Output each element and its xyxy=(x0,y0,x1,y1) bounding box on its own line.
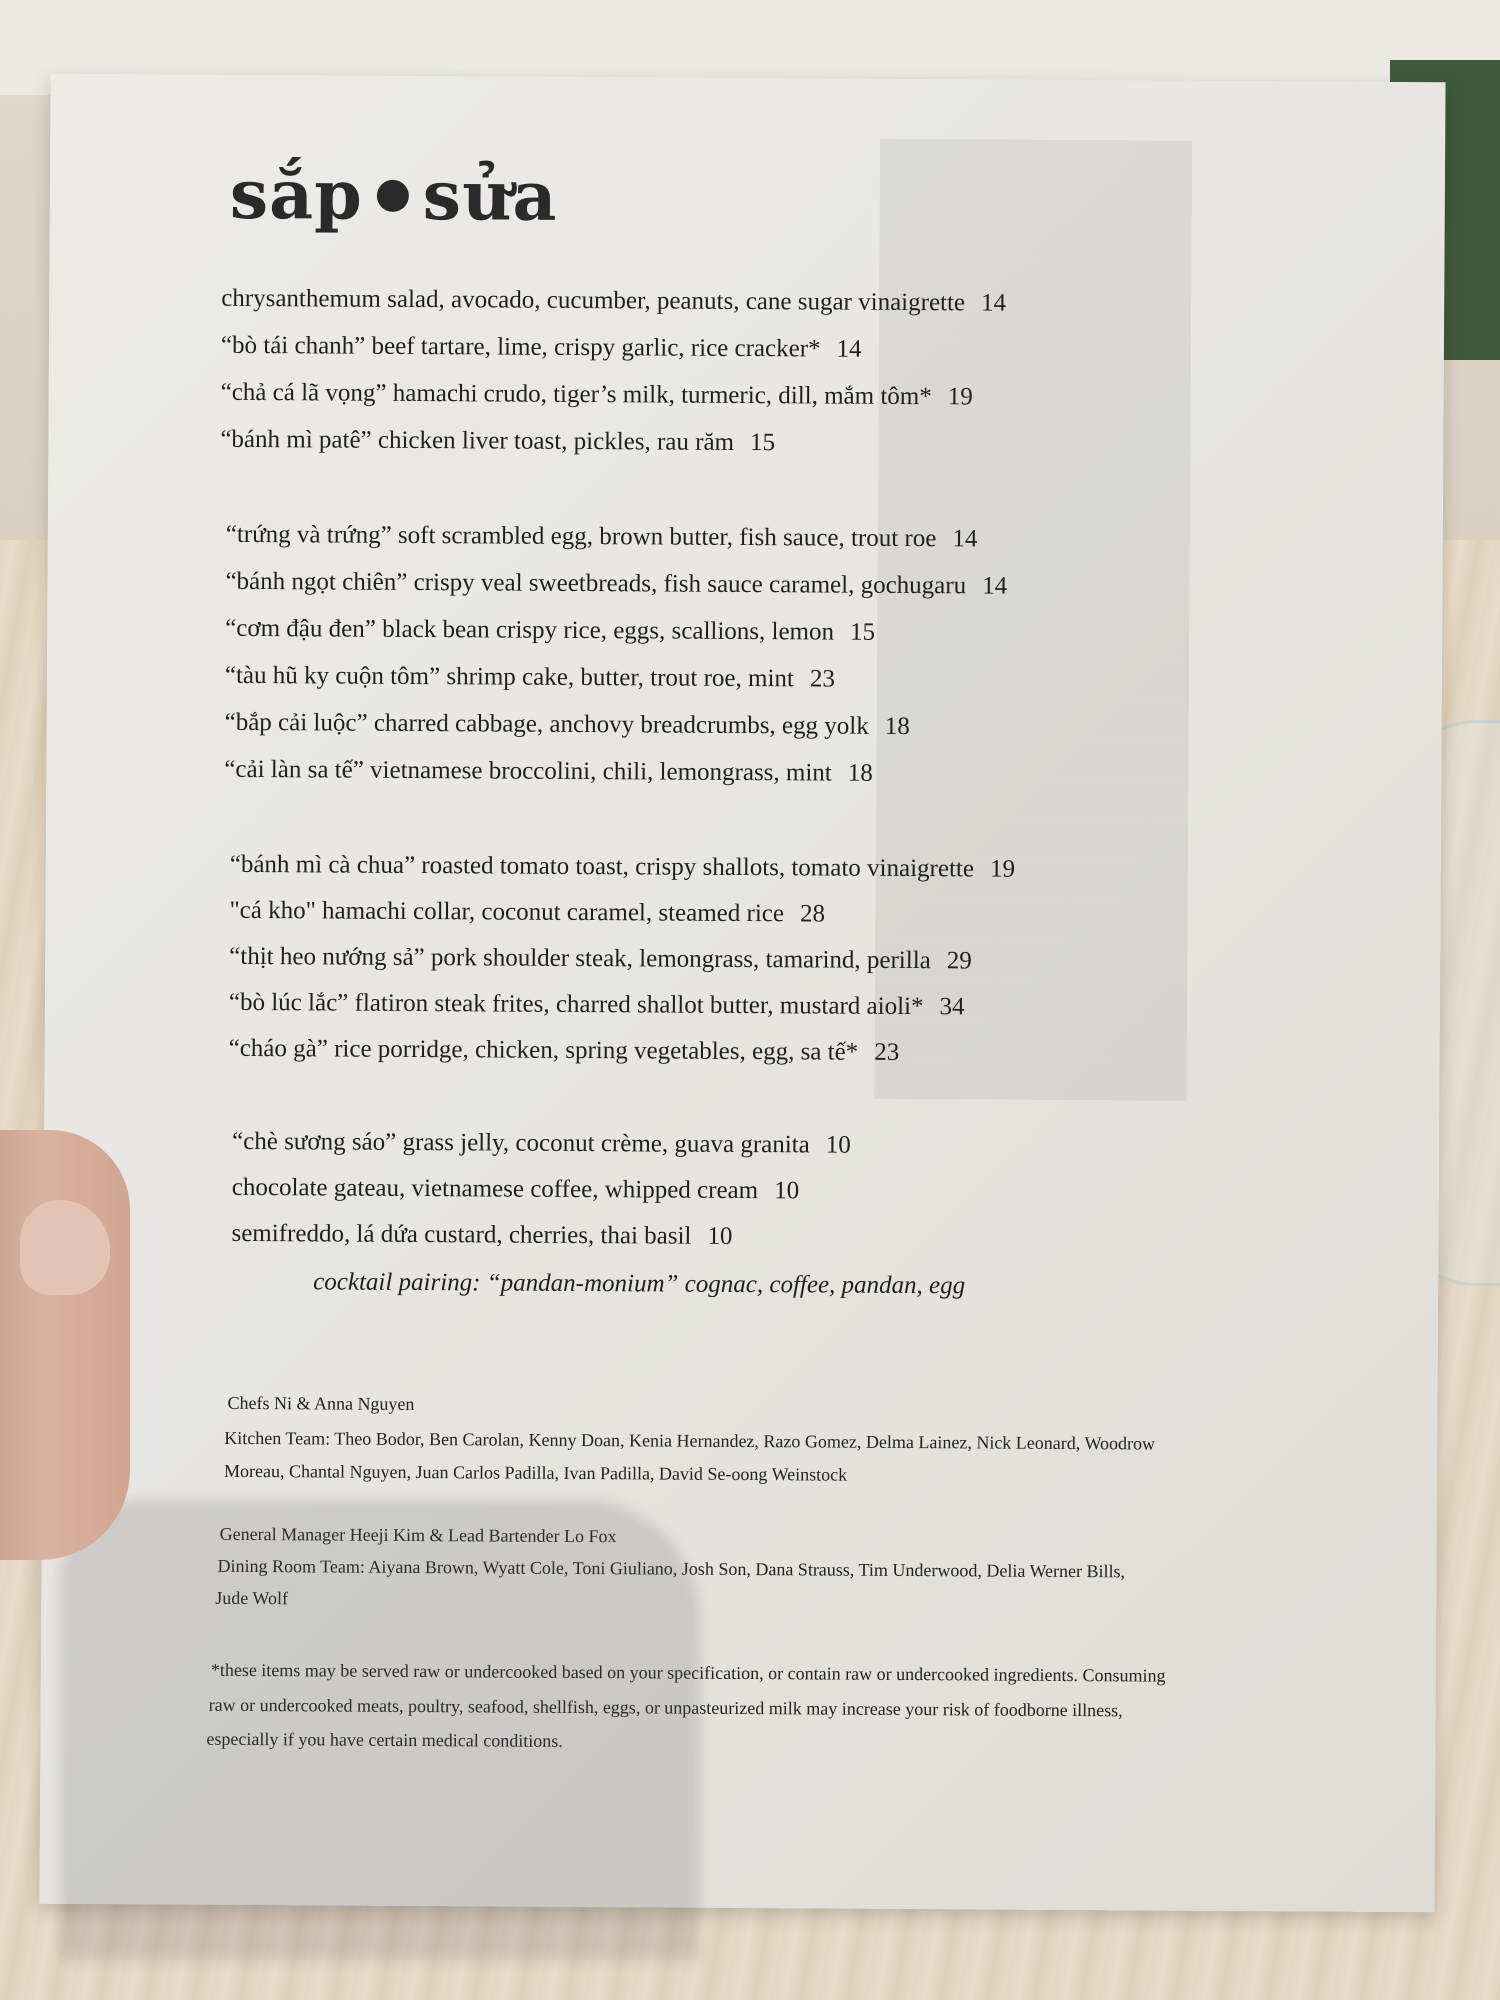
chefs-credit: Chefs Ni & Anna Nguyen xyxy=(227,1392,415,1415)
menu-item-price: 18 xyxy=(884,712,910,741)
menu-item-price: 14 xyxy=(980,289,1007,317)
menu-item-name: “chả cá lã vọng” hamachi crudo, tiger’s milk, turmeric, dill, mắm tôm* xyxy=(220,378,932,411)
menu-item-price: 14 xyxy=(982,572,1008,600)
menu-item xyxy=(231,1220,732,1251)
logo-dot-icon xyxy=(377,180,409,212)
menu-item-price: 19 xyxy=(947,383,973,411)
menu-item-name: “bò lúc lắc” flatiron steak frites, charred shallot butter, mustard aioli* xyxy=(228,988,924,1021)
menu-item-price: 19 xyxy=(989,855,1016,883)
menu-item-name: “thịt heo nướng sả” pork shoulder steak, lemongrass, tamarind, perilla xyxy=(229,942,931,975)
menu-item xyxy=(229,943,972,976)
menu-item-name: “cháo gà” rice porridge, chicken, spring vegetables, egg, sa tế* xyxy=(228,1034,859,1066)
menu-item-name: “trứng và trứng” soft scrambled egg, brown butter, fish sauce, trout roe xyxy=(225,520,937,553)
hand-holding-menu xyxy=(0,1130,130,1560)
raw-food-disclaimer-line: raw or undercooked meats, poultry, seafood, shellfish, eggs, or unpasteurized milk may increase your risk of foodborne illness, xyxy=(208,1694,1123,1721)
menu-item-price: 14 xyxy=(952,525,978,553)
cocktail-pairing: cocktail pairing: “pandan-monium” cognac, coffee, pandan, egg xyxy=(313,1268,966,1300)
menu-item-price: 29 xyxy=(946,947,972,975)
manager-credit: General Manager Heeji Kim & Lead Bartender Lo Fox xyxy=(219,1523,617,1547)
menu-item-name: semifreddo, lá dứa custard, cherries, thai basil xyxy=(231,1219,692,1250)
menu-item-price: 10 xyxy=(774,1177,800,1205)
menu-item xyxy=(226,521,978,554)
raw-food-disclaimer-line: *these items may be served raw or undercooked based on your specification, or contain raw or undercooked ingredients. Consuming xyxy=(210,1659,1166,1686)
reverse-side-bleed-through xyxy=(872,139,1400,1442)
kitchen-team-credit-cont: Moreau, Chantal Nguyen, Juan Carlos Padilla, Ivan Padilla, David Se-oong Weinstock xyxy=(224,1460,848,1485)
restaurant-logo xyxy=(230,155,558,237)
menu-item-name: “cải làn sa tế” vietnamese broccolini, chili, lemongrass, mint xyxy=(224,755,832,787)
menu-item-name: “bánh mì patê” chicken liver toast, pickles, rau răm xyxy=(220,425,735,456)
menu-item-name: "cá kho" hamachi collar, coconut caramel, steamed rice xyxy=(229,896,785,928)
menu-item xyxy=(225,615,875,647)
menu-item-price: 18 xyxy=(847,759,873,787)
menu-item-name: “bánh ngọt chiên” crispy veal sweetbreads, fish sauce caramel, gochugaru xyxy=(225,567,967,600)
menu-item-price: 15 xyxy=(749,429,776,457)
menu-item xyxy=(232,1174,800,1205)
menu-item-name: “chè sương sáo” grass jelly, coconut crème, guava granita xyxy=(232,1127,810,1159)
menu-item xyxy=(221,379,973,412)
menu-item xyxy=(229,897,825,929)
menu-item xyxy=(232,1128,851,1160)
menu-item xyxy=(221,285,1006,318)
logo-word-left: sắp xyxy=(229,154,363,236)
menu-item xyxy=(225,568,1007,601)
menu-item xyxy=(225,662,835,694)
kitchen-team-credit: Kitchen Team: Theo Bodor, Ben Carolan, Kenny Doan, Kenia Hernandez, Razo Gomez, Delma Lainez, Nick Leonard, Woodrow xyxy=(224,1427,1156,1454)
menu-item xyxy=(230,851,1015,884)
logo-word-right: sửa xyxy=(422,156,558,237)
menu-item xyxy=(220,426,775,457)
menu-item-name: chocolate gateau, vietnamese coffee, whipped cream xyxy=(231,1173,759,1205)
phone-shadow xyxy=(60,1500,700,1960)
menu-item-price: 14 xyxy=(836,335,862,363)
menu-item-price: 15 xyxy=(849,618,876,646)
menu-item xyxy=(229,989,965,1021)
menu-item xyxy=(229,1035,900,1067)
menu-item-name: “bò tái chanh” beef tartare, lime, crispy garlic, rice cracker* xyxy=(220,331,821,363)
menu-item-price: 10 xyxy=(825,1131,851,1159)
menu-item-price: 23 xyxy=(809,665,836,693)
menu-item-price: 34 xyxy=(939,993,965,1021)
menu-item-name: “tàu hũ ky cuộn tôm” shrimp cake, butter, trout roe, mint xyxy=(224,661,795,693)
menu-item xyxy=(225,709,910,741)
menu-item xyxy=(224,756,873,788)
dining-team-credit-cont: Jude Wolf xyxy=(215,1587,289,1609)
menu-item-name: chrysanthemum salad, avocado, cucumber, peanuts, cane sugar vinaigrette xyxy=(221,284,966,317)
menu-item-price: 23 xyxy=(874,1038,900,1066)
menu-item xyxy=(221,332,862,364)
dining-team-credit: Dining Room Team: Aiyana Brown, Wyatt Cole, Toni Giuliano, Josh Son, Dana Strauss, Tim Underwood, Delia Werner Bills, xyxy=(217,1555,1126,1582)
menu-item-price: 28 xyxy=(799,900,826,928)
menu-item-name: “cơm đậu đen” black bean crispy rice, eggs, scallions, lemon xyxy=(225,614,835,646)
raw-food-disclaimer-line: especially if you have certain medical conditions. xyxy=(206,1728,563,1751)
menu-item-price: 10 xyxy=(707,1222,733,1250)
menu-item-name: “bánh mì cà chua” roasted tomato toast, crispy shallots, tomato vinaigrette xyxy=(229,850,975,883)
menu-item-name: “bắp cải luộc” charred cabbage, anchovy breadcrumbs, egg yolk xyxy=(224,708,869,740)
